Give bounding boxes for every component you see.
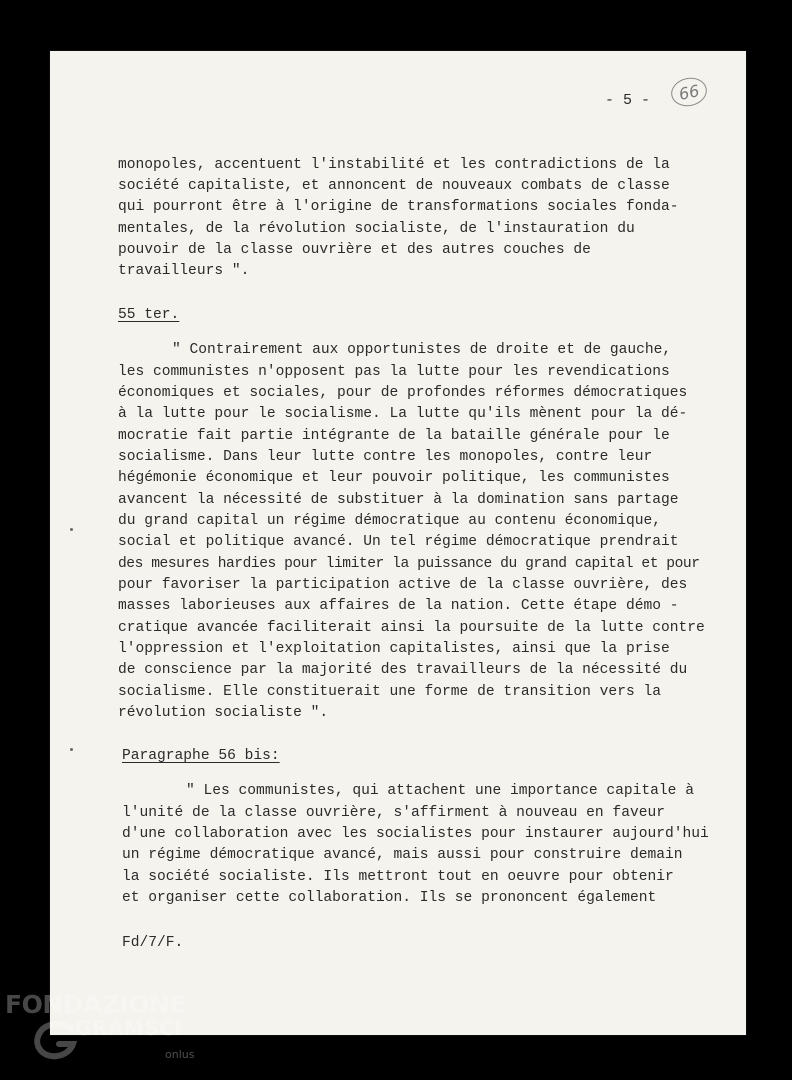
text-line: d'une collaboration avec les socialistes pour instaurer aujourd'hui [122, 826, 709, 842]
text-line: masses laborieuses aux affaires de la nation. Cette étape démo - [118, 598, 679, 614]
text-line: socialisme. Dans leur lutte contre les monopoles, contre leur [118, 449, 653, 465]
text-line: un régime démocratique avancé, mais aussi pour construire demain [122, 847, 683, 863]
text-line: révolution socialiste ". [118, 705, 329, 721]
text-line: qui pourront être à l'origine de transformations sociales fonda- [118, 199, 679, 215]
section-heading: Paragraphe 56 bis: [122, 748, 280, 764]
text-line: socialisme. Elle constituerait une forme de transition vers la [118, 684, 661, 700]
text-line: " Les communistes, qui attachent une importance capitale à [186, 783, 694, 799]
page-number: - 5 - [605, 92, 651, 109]
text-line: du grand capital un régime démocratique au contenu économique, [118, 513, 661, 529]
text-line: mocratie fait partie intégrante de la bataille générale pour le [118, 428, 670, 444]
text-line: mentales, de la révolution socialiste, de l'instauration du [118, 221, 635, 237]
footer-code: Fd/7/F. [122, 935, 184, 951]
text-line: l'unité de la classe ouvrière, s'affirment à nouveau en faveur [122, 805, 665, 821]
text-line: avancent la nécessité de substituer à la domination sans partage [118, 492, 679, 508]
text-line: l'oppression et l'exploitation capitalistes, ainsi que la prise [118, 641, 670, 657]
text-line: pouvoir de la classe ouvrière et des autres couches de [118, 242, 591, 258]
text-line: monopoles, accentuent l'instabilité et les contradictions de la [118, 157, 670, 173]
text-line: la société socialiste. Ils mettront tout en oeuvre pour obtenir [122, 869, 674, 885]
text-line: " Contrairement aux opportunistes de droite et de gauche, [172, 342, 672, 358]
watermark-suffix: onlus [165, 1048, 195, 1061]
paper-speck [70, 748, 73, 751]
paper-speck [70, 528, 73, 531]
section-heading: 55 ter. [118, 307, 180, 323]
stamp-number: 66 [677, 80, 701, 104]
text-line: pour favoriser la participation active de la classe ouvrière, des [118, 577, 688, 593]
watermark-line2: GRAMSCI [75, 1016, 183, 1040]
text-line: et organiser cette collaboration. Ils se prononcent également [122, 890, 657, 906]
text-line: hégémonie économique et leur pouvoir politique, les communistes [118, 470, 670, 486]
text-line: de conscience par la majorité des travailleurs de la nécessité du [118, 662, 688, 678]
text-line: travailleurs ". [118, 263, 250, 279]
watermark-g-logo-icon [33, 1020, 81, 1060]
text-line: économiques et sociales, pour de profondes réformes démocratiques [118, 385, 688, 401]
text-line: société capitaliste, et annoncent de nouveaux combats de classe [118, 178, 670, 194]
text-line: des mesures hardies pour limiter la puissance du grand capital et pour [118, 556, 700, 572]
text-line: les communistes n'opposent pas la lutte pour les revendications [118, 364, 670, 380]
text-line: social et politique avancé. Un tel régime démocratique prendrait [118, 534, 679, 550]
watermark-line1: FONDAZIONE [5, 990, 187, 1019]
text-line: cratique avancée faciliterait ainsi la poursuite de la lutte contre [118, 620, 705, 636]
text-line: à la lutte pour le socialisme. La lutte qu'ils mènent pour la dé- [118, 406, 688, 422]
archive-watermark [5, 990, 205, 1070]
